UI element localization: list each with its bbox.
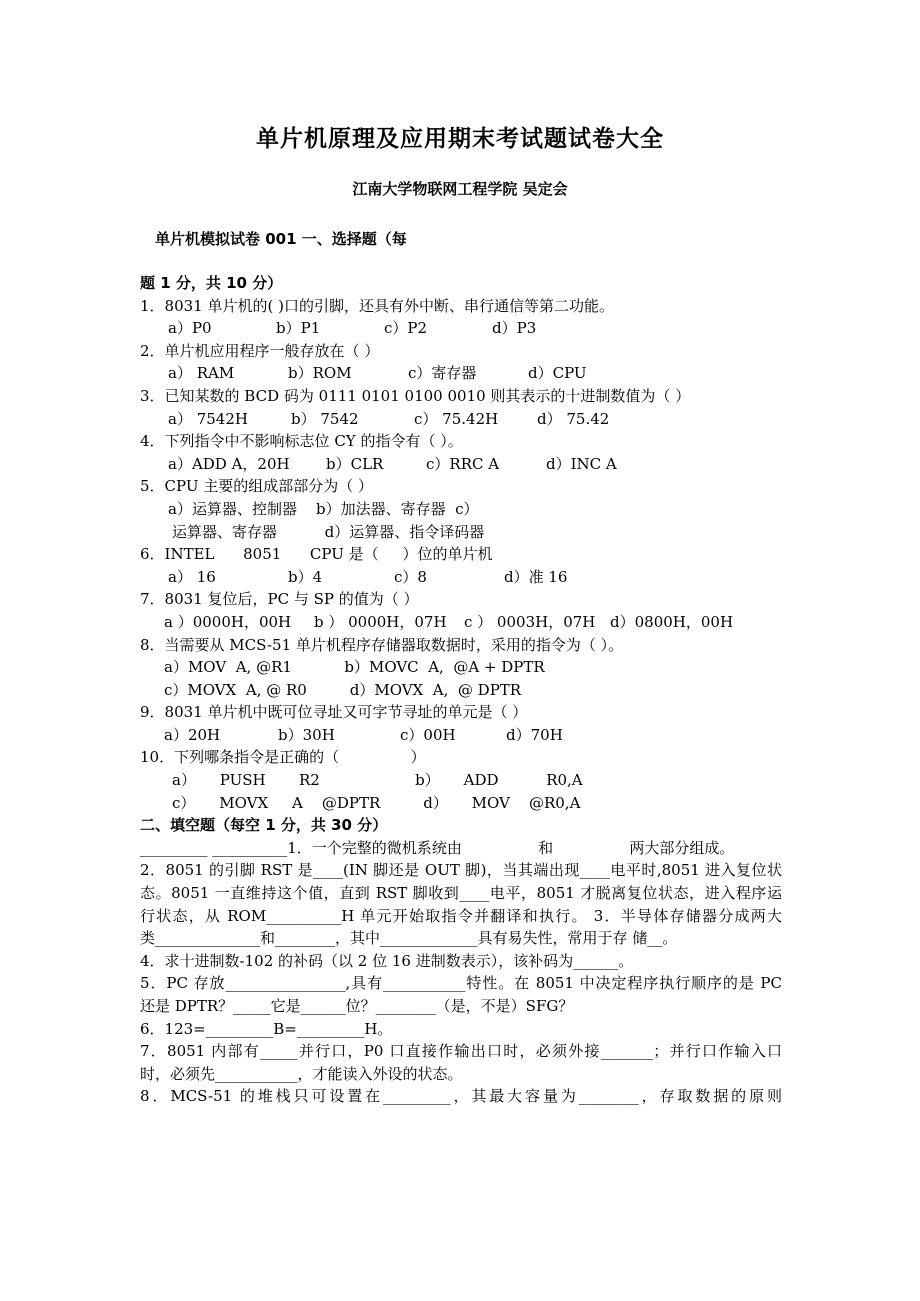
question-7-stem: 7．8031 复位后，PC 与 SP 的值为（ ） xyxy=(140,590,419,609)
question-8-options-line-2: c）MOVX A, @ R0 d）MOVX A, @ DPTR xyxy=(164,680,522,699)
fill-line-1: _________ __________1．一个完整的微机系统由 和 两大部分组成。 xyxy=(140,838,735,857)
section-1-heading: 题 1 分，共 10 分） xyxy=(140,274,283,292)
fill-line-12: 8．MCS-51 的堆栈只可设置在_________，其最大容量为________，存取数据的原则 xyxy=(140,1087,782,1106)
question-10-options-line-2: c） MOVX A @DPTR d） MOV @R0,A xyxy=(172,793,581,812)
option-c: c）8 xyxy=(394,567,427,586)
paper-subheading: 单片机模拟试卷 001 一、选择题（每 xyxy=(155,230,407,248)
option-c: c）RRC A xyxy=(426,454,500,473)
option-a: a）20H xyxy=(164,725,221,744)
question-1-options xyxy=(140,317,782,340)
option-d: d）准 16 xyxy=(504,567,568,586)
fill-line-8: 还是 DPTR？_____它是______位？________（是，不是）SFG？ xyxy=(140,997,574,1015)
question-1-stem: 1．8031 单片机的( )口的引脚，还具有外中断、串行通信等第二功能。 xyxy=(140,296,614,315)
option-a: a） 16 xyxy=(168,567,216,586)
fill-line-3: 态。8051 一直维持这个值，直到 RST 脚收到____电平，8051 才脱离复位状态，进入程序运 xyxy=(140,884,782,903)
option-b: b）P1 xyxy=(276,319,321,338)
option-c: c）P2 xyxy=(384,319,428,338)
question-5-options-line-2: 运算器、寄存器 d）运算器、指令译码器 xyxy=(172,522,485,541)
option-c: c ） 0003H，07H xyxy=(464,612,596,631)
question-10-options-line-1: a） PUSH R2 b） ADD R0,A xyxy=(172,771,583,790)
question-5-options-line-1: a）运算器、控制器 b）加法器、寄存器 c） xyxy=(168,499,479,518)
question-2-stem: 2．单片机应用程序一般存放在（ ） xyxy=(140,341,380,360)
document-title: 单片机原理及应用期末考试题试卷大全 xyxy=(256,126,664,152)
question-9-options xyxy=(140,724,782,747)
question-5-stem: 5．CPU 主要的组成部部分为（ ） xyxy=(140,477,374,496)
option-b: b）CLR xyxy=(326,454,384,473)
option-c: c）00H xyxy=(400,725,456,744)
question-3-stem: 3．已知某数的 BCD 码为 0111 0101 0100 0010 则其表示的十进制数值为（ ） xyxy=(140,386,691,405)
option-b: b） 7542 xyxy=(291,409,359,428)
option-a: a）P0 xyxy=(168,319,212,338)
exam-body xyxy=(140,272,782,1108)
option-c: c） 75.42H xyxy=(414,409,499,428)
option-b: b ） 0000H，07H xyxy=(314,612,447,631)
option-a: a）ADD A，20H xyxy=(168,454,290,473)
question-6-stem: 6．INTEL 8051 CPU 是（ ）位的单片机 xyxy=(140,545,493,564)
question-4-options xyxy=(140,453,782,476)
option-d: d） 75.42 xyxy=(537,409,610,428)
fill-line-7: 5．PC 存放________________,具有___________特性。在 8051 中决定程序执行顺序的是 PC xyxy=(140,974,782,993)
option-b: b）ROM xyxy=(288,364,352,383)
author-line: 江南大学物联网工程学院 吴定会 xyxy=(352,180,568,198)
fill-line-11: 时，必须先___________，才能读入外设的状态。 xyxy=(140,1064,463,1083)
question-7-options xyxy=(140,611,782,634)
fill-line-9: 6．123=_________B=_________H。 xyxy=(140,1019,393,1038)
question-8-stem: 8．当需要从 MCS-51 单片机程序存储器取数据时，采用的指令为（ ）。 xyxy=(140,635,624,654)
option-a: a） 7542H xyxy=(168,409,248,428)
option-b: b）30H xyxy=(278,725,335,744)
question-8-options-line-1: a）MOV A, @R1 b）MOVC A, @A + DPTR xyxy=(164,658,545,677)
question-4-stem: 4．下列指令中不影响标志位 CY 的指令有（ ）。 xyxy=(140,432,463,451)
option-d: d）INC A xyxy=(546,454,617,473)
fill-line-10: 7．8051 内部有_____并行口，P0 口直接作输出口时，必须外接_______；并行口作输入口 xyxy=(140,1042,782,1061)
option-c: c）寄存器 xyxy=(408,364,477,383)
question-9-stem: 9．8031 单片机中既可位寻址又可字节寻址的单元是（ ） xyxy=(140,703,528,722)
question-3-options xyxy=(140,408,782,431)
fill-line-2: 2．8051 的引脚 RST 是____(IN 脚还是 OUT 脚)，当其端出现____电平时,8051 进入复位状 xyxy=(140,861,782,880)
option-b: b）4 xyxy=(288,567,323,586)
option-a: a） RAM xyxy=(168,364,235,383)
option-d: d）70H xyxy=(506,725,563,744)
option-a: a ）0000H，00H xyxy=(164,612,292,631)
fill-line-6: 4．求十进制数-102 的补码（以 2 位 16 进制数表示），该补码为______。 xyxy=(140,951,634,970)
option-d: d）0800H，00H xyxy=(610,612,734,631)
option-d: d）CPU xyxy=(528,364,587,383)
question-6-options xyxy=(140,566,782,589)
fill-line-4: 行状态，从 ROM__________H 单元开始取指令并翻译和执行。 3．半导体存储器分成两大 xyxy=(140,906,782,925)
fill-line-5: 类______________和________，其中_____________具有易失性，常用于存 储__。 xyxy=(140,929,678,948)
question-2-options xyxy=(140,362,782,385)
section-2-heading: 二、填空题（每空 1 分，共 30 分） xyxy=(140,816,388,835)
option-d: d）P3 xyxy=(492,319,537,338)
question-10-stem: 10．下列哪条指令是正确的（ ） xyxy=(140,748,426,767)
